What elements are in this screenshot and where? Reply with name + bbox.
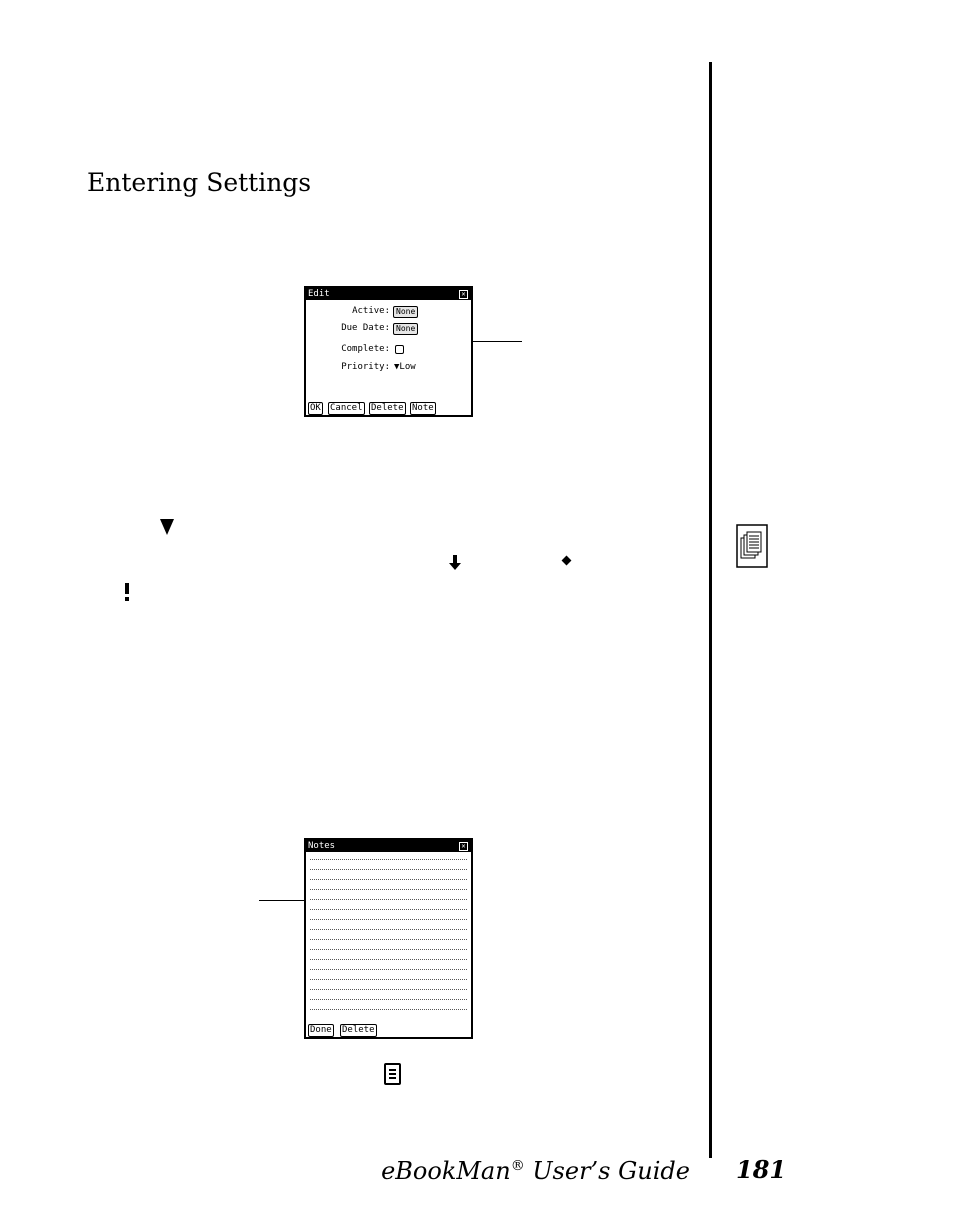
active-label: Active: [352,306,390,316]
edit-dialog-title: Edit [308,289,330,299]
note-line [310,959,467,960]
note-line [310,919,467,920]
callout-line [473,341,522,342]
notes-dialog-title: Notes [308,841,336,851]
complete-label: Complete: [341,344,390,354]
exclamation-icon [125,583,129,601]
note-line [310,999,467,1000]
priority-dropdown[interactable]: ▼Low [394,362,416,372]
note-line [310,929,467,930]
note-line [310,939,467,940]
note-line [310,899,467,900]
close-icon[interactable]: ✕ [459,842,468,851]
stacked-pages-icon [736,524,768,568]
note-line [310,859,467,860]
section-heading: Entering Settings [87,168,312,197]
cancel-button[interactable]: Cancel [330,403,363,413]
down-arrow-icon [449,555,461,571]
complete-checkbox[interactable] [395,345,404,354]
notes-text-area[interactable] [306,840,471,1020]
page-number: 181 [736,1155,787,1184]
note-icon [384,1063,401,1085]
margin-rule [709,62,712,1158]
callout-line [259,900,304,901]
delete-button[interactable]: Delete [371,403,404,413]
ok-button[interactable]: OK [310,403,321,413]
done-button[interactable]: Done [310,1025,332,1035]
diamond-icon [562,556,572,566]
note-line [310,969,467,970]
note-line [310,1009,467,1010]
note-button[interactable]: Note [412,403,434,413]
note-line [310,879,467,880]
note-line [310,909,467,910]
notes-dialog [304,838,473,1039]
note-line [310,949,467,950]
note-line [310,979,467,980]
footer-guide-title: eBookMan® User’s Guide [381,1157,690,1185]
edit-dialog [304,286,473,417]
close-icon[interactable]: ✕ [459,290,468,299]
triangle-down-icon [160,519,174,535]
due-date-label: Due Date: [341,323,390,333]
edit-dialog-titlebar [306,288,471,300]
note-line [310,989,467,990]
active-selector[interactable]: None [393,306,418,318]
priority-label: Priority: [341,362,390,372]
delete-button[interactable]: Delete [342,1025,375,1035]
note-line [310,869,467,870]
due-date-selector[interactable]: None [393,323,418,335]
note-line [310,889,467,890]
